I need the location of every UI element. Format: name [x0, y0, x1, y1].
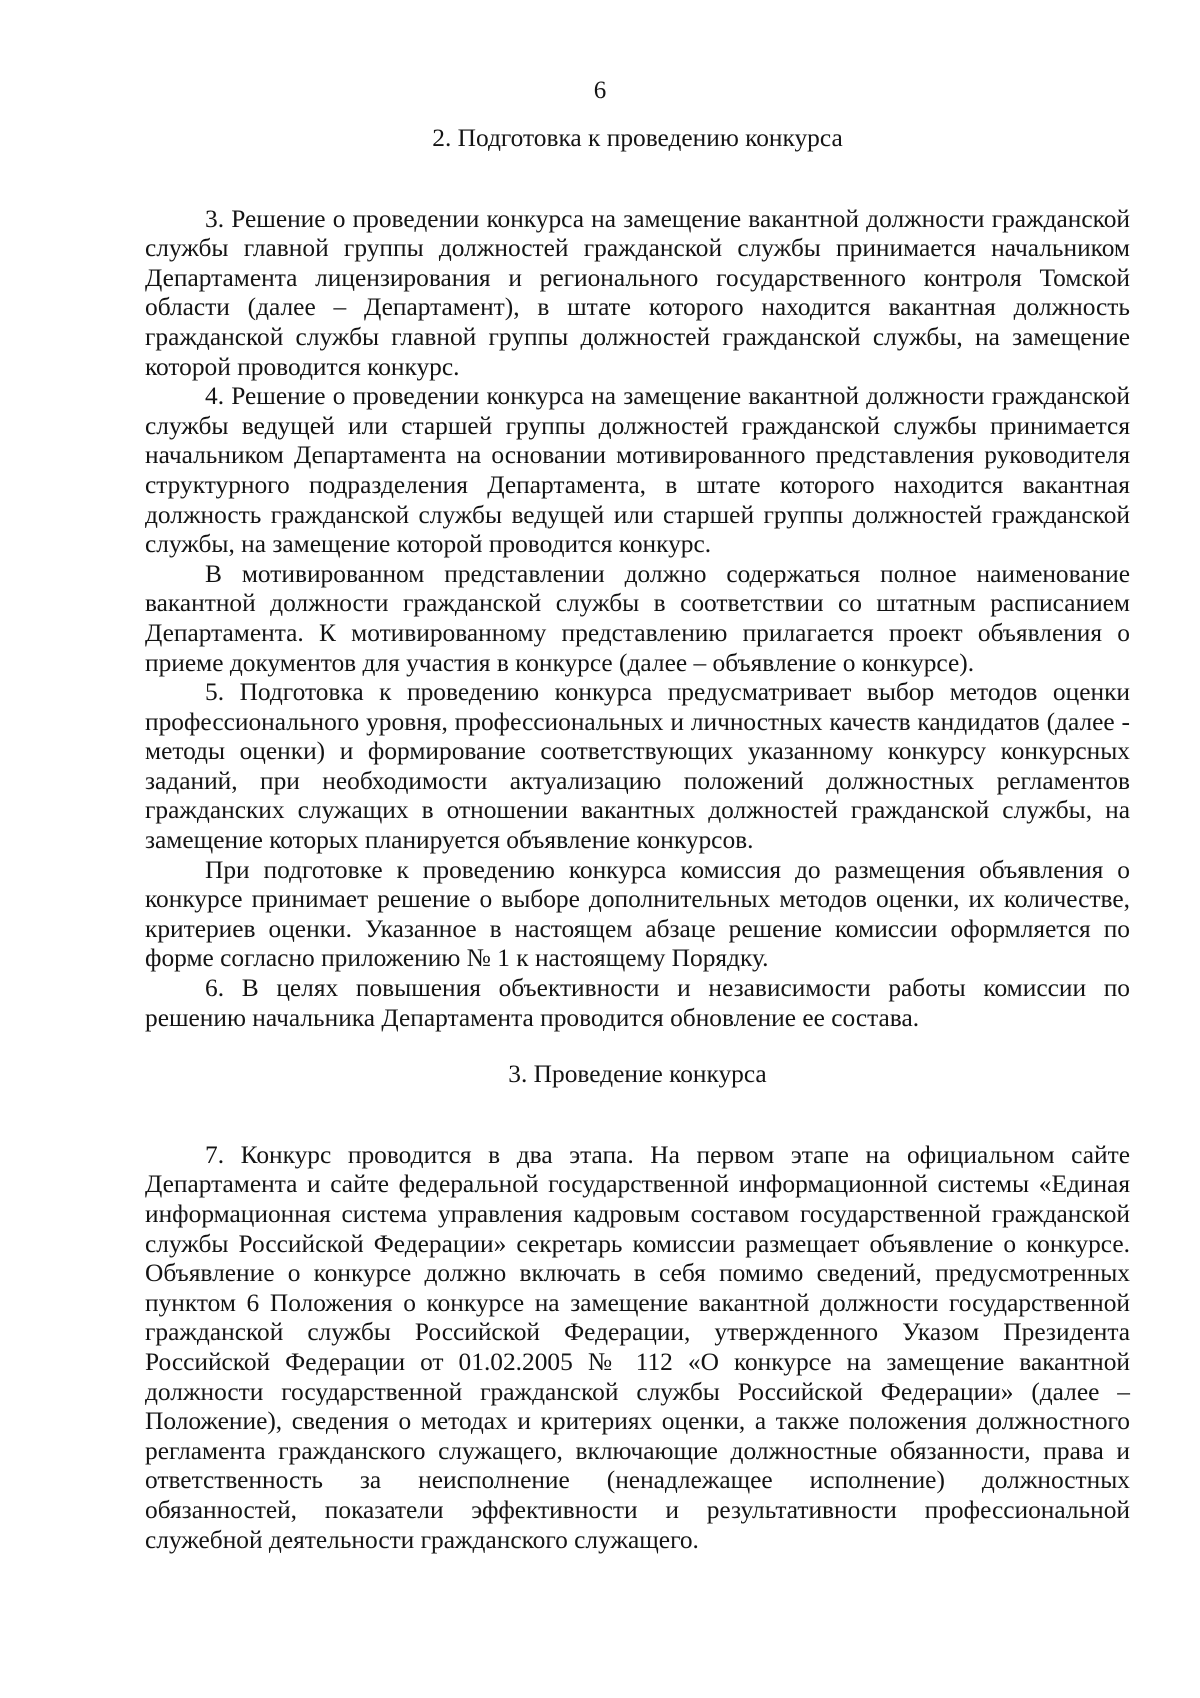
section-heading-conduct: 3. Проведение конкурса — [508, 1060, 767, 1089]
paragraph-item-6: 6. В целях повышения объективности и независимости работы комиссии по решению начальника Департамента проводится обновление ее состава. — [145, 974, 1130, 1032]
document-body — [145, 124, 1130, 1555]
paragraph-item-3: 3. Решение о проведении конкурса на замещение вакантной должности гражданской службы главной группы должностей гражданской службы принимается начальником Департамента лицензирования и регионального государственного контроля Томской области (далее – Департамент), в штате которого находится вакантная должность гражданской службы главной группы должностей гражданской службы, на замещение которой проводится конкурс. — [145, 204, 1130, 381]
paragraph-commission-decision: При подготовке к проведению конкурса комиссия до размещения объявления о конкурсе принимает решение о выборе дополнительных методов оценки, их количестве, критериев оценки. Указанное в настоящем абзаце решение комиссии оформляется по форме согласно приложению № 1 к настоящему Порядку. — [145, 855, 1130, 973]
page-number: 6 — [593, 77, 607, 104]
section-heading-preparation: 2. Подготовка к проведению конкурса — [432, 124, 843, 152]
paragraph-item-5: 5. Подготовка к проведению конкурса предусматривает выбор методов оценки профессионального уровня, профессиональных и личностных качеств кандидатов (далее - методы оценки) и формирование соответствующих указанному конкурсу конкурсных заданий, при необходимости актуализацию положений должностных регламентов гражданских служащих в отношении вакантных должностей гражданской службы, на замещение которых планируется объявление конкурсов. — [145, 678, 1130, 855]
paragraph-motivated-submission: В мотивированном представлении должно содержаться полное наименование вакантной должности гражданской службы в соответствии со штатным расписанием Департамента. К мотивированному представлению прилагается проект объявления о приеме документов для участия в конкурсе (далее – объявление о конкурсе). — [145, 559, 1130, 677]
paragraph-item-7: 7. Конкурс проводится в два этапа. На первом этапе на официальном сайте Департамента и сайте федеральной государственной информационной системы «Единая информационная система управления кадровым составом государственной гражданской службы Российской Федерации» секретарь комиссии размещает объявление о конкурсе. Объявление о конкурсе должно включать в себя помимо сведений, предусмотренных пунктом 6 Положения о конкурсе на замещение вакантной должности государственной гражданской службы Российской Федерации, утвержденного Указом Президента Российской Федерации от 01.02.2005 № 112 «О конкурсе на замещение вакантной должности государственной гражданской службы Российской Федерации» (далее – Положение), сведения о методах и критериях оценки, а также положения должностного регламента гражданского служащего, включающие должностные обязанности, права и ответственность за неисполнение (ненадлежащее исполнение) должностных обязанностей, показатели эффективности и результативности профессиональной служебной деятельности гражданского служащего. — [145, 1140, 1130, 1554]
paragraph-item-4: 4. Решение о проведении конкурса на замещение вакантной должности гражданской службы ведущей или старшей группы должностей гражданской службы принимается начальником Департамента на основании мотивированного представления руководителя структурного подразделения Департамента, в штате которого находится вакантная должность гражданской службы ведущей или старшей группы должностей гражданской службы, на замещение которой проводится конкурс. — [145, 382, 1130, 559]
